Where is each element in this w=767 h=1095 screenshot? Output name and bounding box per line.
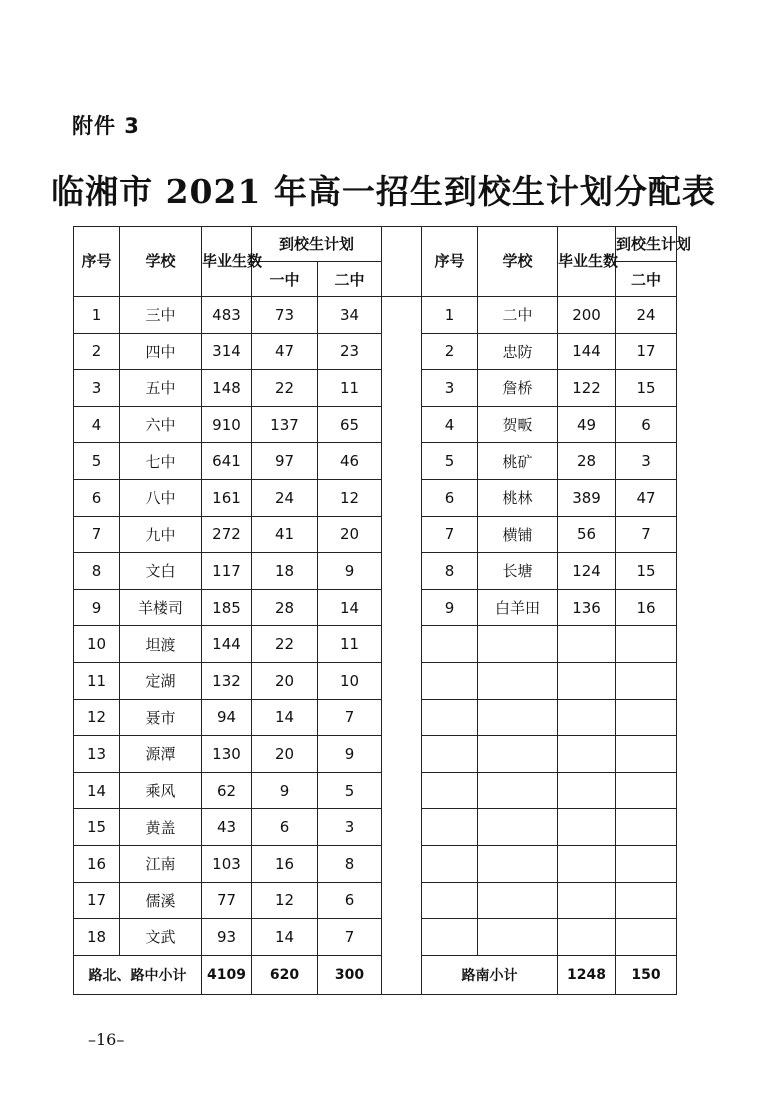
left-second: 65: [318, 406, 382, 443]
right-seq: [422, 919, 478, 956]
left-second: 7: [318, 919, 382, 956]
gap-cell: [382, 227, 422, 297]
left-school: 乘风: [120, 772, 202, 809]
header-row-1: [74, 227, 677, 262]
right-school: [478, 845, 558, 882]
table-row: [74, 333, 677, 370]
page-number: –16–: [88, 1030, 125, 1049]
right-seq: 4: [422, 406, 478, 443]
header-school-right: 学校: [478, 227, 558, 297]
right-school: 詹桥: [478, 370, 558, 407]
right-second: 16: [616, 589, 677, 626]
right-seq: 6: [422, 479, 478, 516]
table-row: [74, 443, 677, 480]
table-row: [74, 297, 677, 334]
allocation-table: [73, 226, 692, 995]
right-school: 横铺: [478, 516, 558, 553]
left-grads: 185: [202, 589, 252, 626]
left-school: 源潭: [120, 736, 202, 773]
left-first: 47: [252, 333, 318, 370]
right-seq: 2: [422, 333, 478, 370]
left-first: 14: [252, 699, 318, 736]
header-plan-right: 到校生计划: [616, 227, 677, 262]
summary-left-label: 路北、路中小计: [74, 955, 202, 994]
table-row: [74, 845, 677, 882]
header-seq-right: 序号: [422, 227, 478, 297]
header-second-right: 二中: [616, 262, 677, 297]
summary-right-second: 150: [616, 955, 677, 994]
left-second: 11: [318, 370, 382, 407]
table-row: [74, 809, 677, 846]
right-second: 24: [616, 297, 677, 334]
right-second: 15: [616, 553, 677, 590]
left-grads: 62: [202, 772, 252, 809]
left-school: 坦渡: [120, 626, 202, 663]
left-first: 18: [252, 553, 318, 590]
right-school: [478, 772, 558, 809]
left-grads: 77: [202, 882, 252, 919]
left-grads: 94: [202, 699, 252, 736]
right-grads: 28: [558, 443, 616, 480]
table-row: [74, 882, 677, 919]
left-first: 73: [252, 297, 318, 334]
left-seq: 6: [74, 479, 120, 516]
table-row: [74, 370, 677, 407]
left-second: 12: [318, 479, 382, 516]
header-plan: 到校生计划: [252, 227, 382, 262]
right-school: 长塘: [478, 553, 558, 590]
left-first: 24: [252, 479, 318, 516]
right-grads: [558, 662, 616, 699]
right-school: 桃林: [478, 479, 558, 516]
right-second: [616, 662, 677, 699]
right-school: 白羊田: [478, 589, 558, 626]
left-seq: 5: [74, 443, 120, 480]
header-grads: 毕业生数: [202, 227, 252, 297]
right-grads: [558, 882, 616, 919]
right-school: [478, 736, 558, 773]
table-row: [74, 589, 677, 626]
summary-right-grads: 1248: [558, 955, 616, 994]
left-first: 97: [252, 443, 318, 480]
table-row: [74, 699, 677, 736]
right-seq: [422, 626, 478, 663]
right-seq: [422, 882, 478, 919]
left-seq: 11: [74, 662, 120, 699]
left-school: 黄盖: [120, 809, 202, 846]
right-school: [478, 809, 558, 846]
right-seq: [422, 736, 478, 773]
left-seq: 3: [74, 370, 120, 407]
left-seq: 4: [74, 406, 120, 443]
left-grads: 910: [202, 406, 252, 443]
right-grads: 389: [558, 479, 616, 516]
attachment-label: 附件 3: [72, 114, 140, 138]
right-grads: 200: [558, 297, 616, 334]
left-first: 22: [252, 370, 318, 407]
left-school: 儒溪: [120, 882, 202, 919]
header-school: 学校: [120, 227, 202, 297]
right-second: [616, 699, 677, 736]
left-school: 五中: [120, 370, 202, 407]
right-seq: 3: [422, 370, 478, 407]
right-grads: [558, 845, 616, 882]
left-second: 34: [318, 297, 382, 334]
right-grads: 49: [558, 406, 616, 443]
right-second: [616, 882, 677, 919]
right-grads: [558, 772, 616, 809]
left-second: 7: [318, 699, 382, 736]
left-second: 14: [318, 589, 382, 626]
right-school: 贺畈: [478, 406, 558, 443]
right-second: [616, 809, 677, 846]
left-grads: 483: [202, 297, 252, 334]
right-second: [616, 919, 677, 956]
left-grads: 272: [202, 516, 252, 553]
left-first: 9: [252, 772, 318, 809]
right-second: 7: [616, 516, 677, 553]
left-school: 江南: [120, 845, 202, 882]
left-school: 四中: [120, 333, 202, 370]
left-first: 16: [252, 845, 318, 882]
right-seq: 8: [422, 553, 478, 590]
left-second: 9: [318, 553, 382, 590]
right-grads: 122: [558, 370, 616, 407]
summary-left-second: 300: [318, 955, 382, 994]
right-school: [478, 626, 558, 663]
right-school: [478, 699, 558, 736]
left-second: 20: [318, 516, 382, 553]
left-second: 46: [318, 443, 382, 480]
left-school: 定湖: [120, 662, 202, 699]
right-seq: [422, 845, 478, 882]
left-grads: 132: [202, 662, 252, 699]
table-row: [74, 479, 677, 516]
left-grads: 130: [202, 736, 252, 773]
left-grads: 93: [202, 919, 252, 956]
left-school: 文武: [120, 919, 202, 956]
left-grads: 314: [202, 333, 252, 370]
right-second: 3: [616, 443, 677, 480]
right-second: [616, 772, 677, 809]
summary-right-label: 路南小计: [422, 955, 558, 994]
header-seq: 序号: [74, 227, 120, 297]
right-school: 二中: [478, 297, 558, 334]
left-first: 12: [252, 882, 318, 919]
left-seq: 15: [74, 809, 120, 846]
left-school: 文白: [120, 553, 202, 590]
left-second: 23: [318, 333, 382, 370]
table-row: [74, 919, 677, 956]
left-seq: 7: [74, 516, 120, 553]
table-body: [74, 227, 692, 995]
left-second: 10: [318, 662, 382, 699]
left-school: 八中: [120, 479, 202, 516]
left-school: 七中: [120, 443, 202, 480]
page-title: 临湘市 2021 年高一招生到校生计划分配表: [51, 172, 716, 211]
left-first: 14: [252, 919, 318, 956]
summary-row: [74, 955, 677, 994]
left-second: 5: [318, 772, 382, 809]
right-second: 47: [616, 479, 677, 516]
header-grads-right: 毕业生数: [558, 227, 616, 297]
right-seq: 9: [422, 589, 478, 626]
left-first: 41: [252, 516, 318, 553]
right-grads: 136: [558, 589, 616, 626]
table-row: [74, 626, 677, 663]
right-grads: [558, 919, 616, 956]
right-grads: [558, 736, 616, 773]
right-grads: 124: [558, 553, 616, 590]
left-school: 六中: [120, 406, 202, 443]
right-seq: [422, 772, 478, 809]
right-seq: 5: [422, 443, 478, 480]
left-grads: 148: [202, 370, 252, 407]
left-seq: 2: [74, 333, 120, 370]
left-seq: 1: [74, 297, 120, 334]
summary-left-first: 620: [252, 955, 318, 994]
right-school: [478, 662, 558, 699]
right-school: 桃矿: [478, 443, 558, 480]
table-row: [74, 553, 677, 590]
left-first: 20: [252, 736, 318, 773]
header-second: 二中: [318, 262, 382, 297]
right-second: [616, 736, 677, 773]
left-second: 9: [318, 736, 382, 773]
left-second: 11: [318, 626, 382, 663]
table-row: [74, 516, 677, 553]
table-row: [74, 772, 677, 809]
right-school: [478, 919, 558, 956]
left-grads: 43: [202, 809, 252, 846]
left-first: 28: [252, 589, 318, 626]
gap-cell: [382, 297, 422, 995]
left-grads: 641: [202, 443, 252, 480]
left-school: 三中: [120, 297, 202, 334]
left-grads: 103: [202, 845, 252, 882]
left-second: 6: [318, 882, 382, 919]
left-first: 20: [252, 662, 318, 699]
left-seq: 14: [74, 772, 120, 809]
left-grads: 144: [202, 626, 252, 663]
left-seq: 16: [74, 845, 120, 882]
left-seq: 10: [74, 626, 120, 663]
right-seq: [422, 809, 478, 846]
right-school: 忠防: [478, 333, 558, 370]
left-grads: 117: [202, 553, 252, 590]
summary-left-grads: 4109: [202, 955, 252, 994]
right-grads: 56: [558, 516, 616, 553]
left-first: 6: [252, 809, 318, 846]
left-second: 8: [318, 845, 382, 882]
left-grads: 161: [202, 479, 252, 516]
left-seq: 17: [74, 882, 120, 919]
right-seq: 1: [422, 297, 478, 334]
right-school: [478, 882, 558, 919]
right-seq: 7: [422, 516, 478, 553]
left-seq: 9: [74, 589, 120, 626]
right-grads: [558, 699, 616, 736]
right-grads: 144: [558, 333, 616, 370]
left-school: 羊楼司: [120, 589, 202, 626]
left-school: 九中: [120, 516, 202, 553]
right-second: 17: [616, 333, 677, 370]
right-second: [616, 845, 677, 882]
right-grads: [558, 809, 616, 846]
left-school: 聂市: [120, 699, 202, 736]
left-seq: 13: [74, 736, 120, 773]
right-second: 15: [616, 370, 677, 407]
left-first: 137: [252, 406, 318, 443]
right-seq: [422, 699, 478, 736]
table-row: [74, 736, 677, 773]
left-first: 22: [252, 626, 318, 663]
left-seq: 8: [74, 553, 120, 590]
left-second: 3: [318, 809, 382, 846]
left-seq: 18: [74, 919, 120, 956]
table-row: [74, 406, 677, 443]
left-seq: 12: [74, 699, 120, 736]
right-second: [616, 626, 677, 663]
table-row: [74, 662, 677, 699]
header-first: 一中: [252, 262, 318, 297]
right-grads: [558, 626, 616, 663]
right-second: 6: [616, 406, 677, 443]
right-seq: [422, 662, 478, 699]
